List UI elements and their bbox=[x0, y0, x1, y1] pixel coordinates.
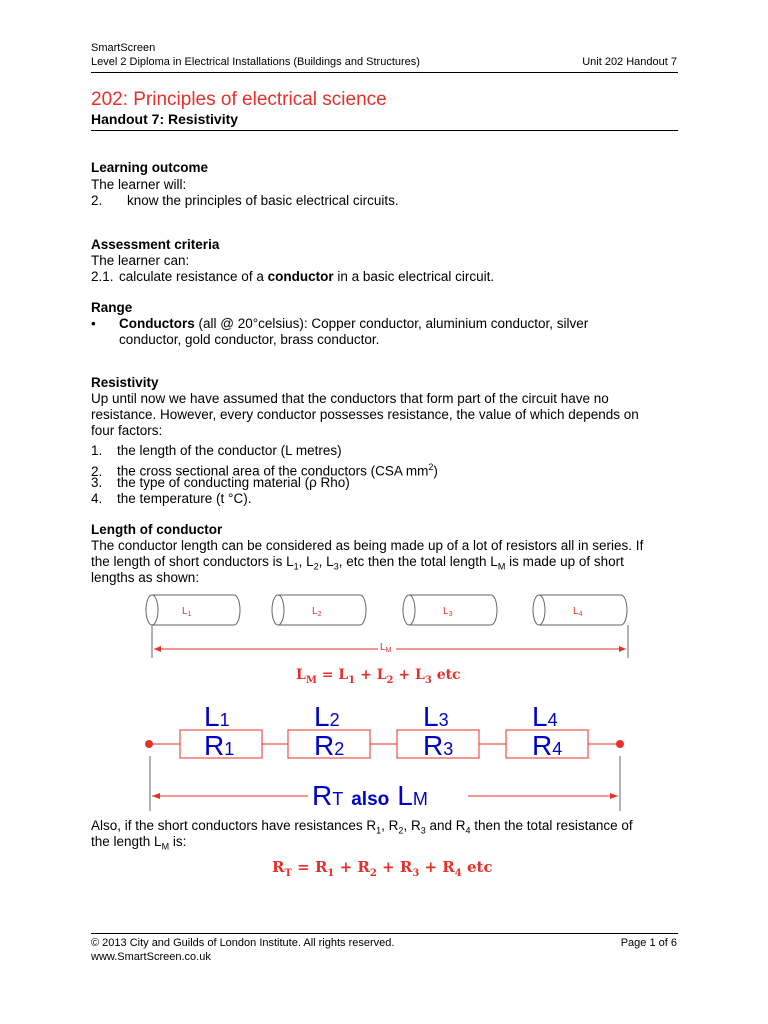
assessment-heading: Assessment criteria bbox=[91, 237, 220, 252]
header-rule bbox=[91, 72, 678, 73]
f1-sub: 3 bbox=[424, 674, 432, 686]
range-line2: conductor, gold conductor, brass conductor. bbox=[119, 332, 380, 347]
learning-outcome-item bbox=[91, 193, 399, 209]
learning-outcome-num: 2. bbox=[91, 193, 103, 208]
f2-lhs: R bbox=[272, 858, 285, 876]
factor-num: 1. bbox=[91, 443, 103, 458]
formula-resistance-total: $R_T = R_1 + R_2 + R_3 + R_4$ etc bbox=[272, 858, 493, 879]
f2-term: R bbox=[357, 858, 370, 876]
factor-num: 4. bbox=[91, 491, 103, 506]
rt-also: also bbox=[351, 789, 390, 810]
f1-tail: etc bbox=[436, 667, 461, 683]
terminal-right bbox=[616, 740, 624, 748]
range-bold: Conductors bbox=[119, 316, 195, 331]
factor-num: 3. bbox=[91, 475, 103, 490]
factor-after: ) bbox=[433, 463, 438, 479]
svg-text:L3 bbox=[443, 606, 453, 618]
rr: R bbox=[532, 730, 553, 761]
cylinder-sub: 1 bbox=[187, 611, 192, 618]
lm-sub: M bbox=[412, 789, 428, 809]
page-title: 202: Principles of electrical science bbox=[91, 89, 387, 110]
range-bullet: • bbox=[91, 316, 96, 331]
cylinder-label: L bbox=[312, 606, 318, 617]
factor-text: the type of conducting material (ρ Rho) bbox=[117, 475, 350, 490]
resistor-r-label bbox=[204, 730, 234, 761]
f2-lhs-sub: T bbox=[284, 868, 292, 879]
resistor-length-label bbox=[314, 701, 340, 732]
cylinder-label: L bbox=[443, 606, 449, 617]
footer-rule bbox=[91, 933, 678, 934]
resistivity-para-3: four factors: bbox=[91, 423, 163, 438]
header-course: Level 2 Diploma in Electrical Installations (Buildings and Structures) bbox=[91, 56, 420, 68]
resistor-r-label bbox=[314, 730, 344, 761]
text: the length L bbox=[91, 834, 162, 849]
rt-sub: T bbox=[332, 789, 344, 809]
rl: L bbox=[532, 701, 548, 732]
length-para-3: lengths as shown: bbox=[91, 570, 200, 585]
f1-lhs-sub: M bbox=[305, 674, 317, 686]
sub: M bbox=[497, 561, 506, 572]
svg-text:L1 bbox=[182, 606, 192, 618]
f2-term: R bbox=[442, 858, 455, 876]
resistivity-para-1: Up until now we have assumed that the conductors that form part of the circuit have no bbox=[91, 391, 609, 406]
factor-text: the cross sectional area of the conductors (CSA mm bbox=[117, 463, 429, 479]
rr: R bbox=[314, 730, 335, 761]
assessment-num: 2.1. bbox=[91, 269, 114, 284]
f1-sub: 1 bbox=[348, 674, 356, 686]
f1-term: L bbox=[338, 667, 349, 683]
resistor-r-label bbox=[532, 730, 562, 761]
range-heading: Range bbox=[91, 300, 133, 315]
f2-term: R bbox=[399, 858, 413, 876]
conductor-cylinders-diagram bbox=[130, 590, 650, 660]
arrow-left bbox=[152, 793, 160, 799]
factor-item bbox=[91, 491, 251, 507]
rr: R bbox=[423, 730, 444, 761]
footer-page-number: Page 1 of 6 bbox=[620, 937, 677, 949]
arrow-right bbox=[619, 646, 626, 652]
rr-sub: 1 bbox=[224, 739, 235, 759]
factor-text: the temperature (t °C). bbox=[117, 491, 252, 506]
terminal-left bbox=[145, 740, 153, 748]
lm-L: L bbox=[380, 642, 386, 653]
f2-sub: 3 bbox=[412, 868, 420, 879]
f2-sub: 1 bbox=[327, 868, 335, 879]
footer-website[interactable]: www.SmartScreen.co.uk bbox=[91, 951, 211, 963]
formula-length-total: $L_M = L_1 + L_2 + L_3$ etc bbox=[296, 667, 461, 686]
f2-term: R bbox=[314, 858, 328, 876]
resistivity-heading: Resistivity bbox=[91, 375, 159, 390]
text: , R bbox=[403, 818, 421, 833]
title-rule bbox=[91, 130, 678, 131]
rl: L bbox=[204, 701, 220, 732]
rl: L bbox=[423, 701, 439, 732]
sub: 3 bbox=[333, 561, 339, 572]
rl: L bbox=[314, 701, 330, 732]
text: is: bbox=[169, 834, 187, 849]
rr-sub: 3 bbox=[443, 739, 454, 759]
assessment-intro: The learner can: bbox=[91, 253, 190, 268]
rl-sub: 2 bbox=[329, 710, 340, 730]
rt-R: R bbox=[312, 780, 333, 811]
text: is made up of short bbox=[505, 554, 624, 569]
cylinder-sub: 4 bbox=[578, 611, 583, 618]
length-para-1: The conductor length can be considered as being made up of a lot of resistors all in series. If bbox=[91, 538, 644, 553]
resistivity-para-2: resistance. However, every conductor possesses resistance, the value of which depends on bbox=[91, 407, 639, 422]
resistor-length-label bbox=[204, 701, 230, 732]
lm-L: L bbox=[397, 780, 413, 811]
cylinder-sub: 2 bbox=[317, 611, 322, 618]
resistor-series-diagram bbox=[140, 696, 630, 816]
range-text1: (all @ 20°celsius): Copper conductor, aluminium conductor, silver bbox=[194, 316, 589, 331]
f2-tail: etc bbox=[466, 858, 493, 876]
rl-sub: 4 bbox=[547, 710, 558, 730]
learning-outcome-intro: The learner will: bbox=[91, 177, 187, 192]
text: , etc then the total length L bbox=[338, 554, 498, 569]
cylinder bbox=[146, 595, 240, 625]
page-subtitle: Handout 7: Resistivity bbox=[91, 111, 239, 127]
cylinder bbox=[272, 595, 366, 625]
cylinder bbox=[403, 595, 497, 625]
factor-item bbox=[91, 475, 350, 491]
factor-sup: 2 bbox=[428, 462, 434, 472]
assessment-text-before: calculate resistance of a bbox=[119, 269, 268, 284]
resistor-r-label bbox=[423, 730, 453, 761]
cylinder bbox=[533, 595, 627, 625]
f1-term: L bbox=[415, 667, 425, 683]
cylinder-label: L bbox=[182, 606, 188, 617]
cylinder-label: L bbox=[573, 606, 579, 617]
f1-sub: 2 bbox=[386, 674, 394, 686]
rr-sub: 2 bbox=[334, 739, 345, 759]
also-para-line2 bbox=[91, 834, 186, 855]
factor-item bbox=[91, 443, 342, 459]
svg-text:L4 bbox=[573, 606, 583, 618]
length-heading: Length of conductor bbox=[91, 522, 223, 537]
assessment-bold: conductor bbox=[267, 269, 334, 284]
range-line1 bbox=[119, 316, 588, 332]
cylinder-sub: 3 bbox=[448, 611, 453, 618]
resistor-length-label bbox=[423, 701, 449, 732]
learning-outcome-text: know the principles of basic electrical circuits. bbox=[127, 193, 399, 208]
sub: 2 bbox=[313, 561, 319, 572]
f2-sub: 4 bbox=[454, 868, 462, 879]
arrow-left bbox=[154, 646, 161, 652]
rl-sub: 1 bbox=[219, 710, 230, 730]
footer-copyright: © 2013 City and Guilds of London Institute. All rights reserved. bbox=[91, 937, 395, 949]
factor-num: 2. bbox=[91, 463, 103, 479]
learning-outcome-heading: Learning outcome bbox=[91, 160, 209, 175]
f1-term: L bbox=[376, 667, 387, 683]
text: the length of short conductors is L bbox=[91, 554, 294, 569]
header-brand: SmartScreen bbox=[91, 42, 156, 54]
sub: 1 bbox=[376, 825, 382, 836]
sub: 2 bbox=[398, 825, 404, 836]
sub: 1 bbox=[293, 561, 299, 572]
arrow-right bbox=[610, 793, 618, 799]
text: , L bbox=[298, 554, 314, 569]
rr: R bbox=[204, 730, 225, 761]
text: , R bbox=[381, 818, 399, 833]
sub: M bbox=[161, 841, 170, 852]
f2-sub: 2 bbox=[369, 868, 377, 879]
svg-text:L2 bbox=[312, 606, 322, 618]
resistor-length-label bbox=[532, 701, 558, 732]
lm-sub: M bbox=[385, 647, 392, 654]
f1-lhs: L bbox=[296, 667, 306, 683]
text: then the total resistance of bbox=[470, 818, 633, 833]
rr-sub: 4 bbox=[552, 739, 563, 759]
header-unit: Unit 202 Handout 7 bbox=[582, 56, 677, 68]
sub: 4 bbox=[465, 825, 471, 836]
factor-text: the length of the conductor (L metres) bbox=[117, 443, 342, 458]
assessment-item bbox=[91, 269, 494, 285]
rl-sub: 3 bbox=[438, 710, 449, 730]
text: Also, if the short conductors have resistances R bbox=[91, 818, 377, 833]
sub: 3 bbox=[420, 825, 426, 836]
assessment-text-after: in a basic electrical circuit. bbox=[333, 269, 495, 284]
text: and R bbox=[425, 818, 466, 833]
text: , L bbox=[318, 554, 334, 569]
